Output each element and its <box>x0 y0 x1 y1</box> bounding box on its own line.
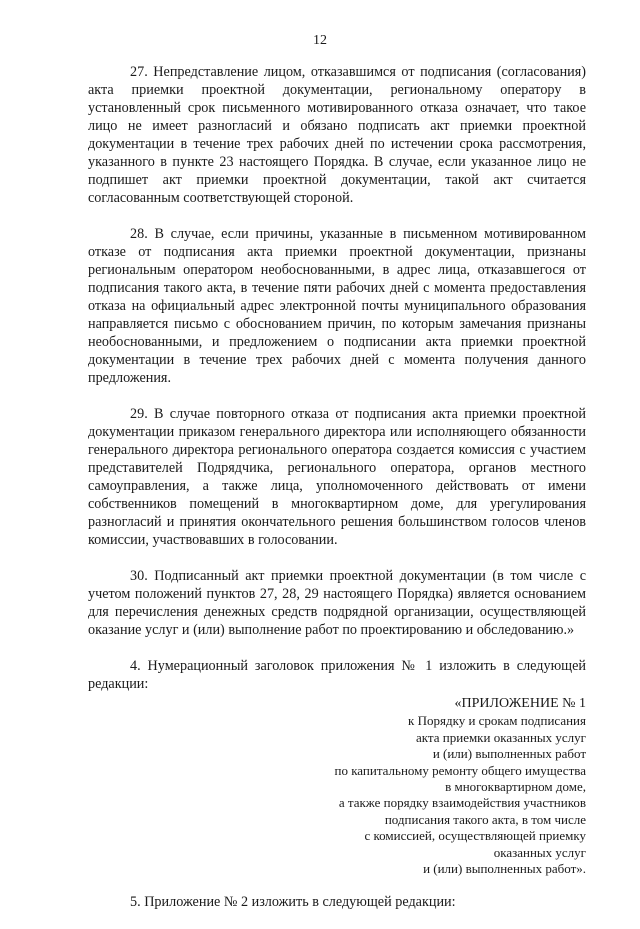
appendix-line: и (или) выполненных работ <box>432 746 586 762</box>
paragraph-item-4: 4. Нумерационный заголовок приложения № 1 изложить в следующей редакции: <box>88 658 586 692</box>
appendix-line: подписания такого акта, в том числе <box>384 811 586 827</box>
paragraph-30: 30. Подписанный акт приемки проектной документации (в том числе с учетом положений пунктов 27, 28, 29 настоящего Порядка) является основанием для перечисления денежных средств подрядной организации, осуществляющей оказание услуг и (или) выполнение работ по проектированию и обследованию.» <box>88 568 586 638</box>
paragraph-27: 27. Непредставление лицом, отказавшимся от подписания (согласования) акта приемки проектной документации, региональному оператору в установленный срок письменного мотивированного отказа означает, что такое лицо не имеет разногласий и обязано подписать акт приемки проектной документации в течение трех рабочих дней по истечении срока рассмотрения, указанного в пункте 23 настоящего Порядка. В случае, если указанное лицо не подпишет акт приемки проектной документации, такой акт считается согласованным соответствующей стороной. <box>88 64 586 206</box>
appendix-line: к Порядку и срокам подписания <box>408 713 586 729</box>
paragraph-item-5: 5. Приложение № 2 изложить в следующей редакции: <box>130 894 456 911</box>
appendix-header-block <box>88 696 586 877</box>
page-number: 12 <box>313 33 327 48</box>
appendix-line: и (или) выполненных работ». <box>423 861 586 877</box>
appendix-line: с комиссией, осуществляющей приемку <box>364 828 586 844</box>
appendix-line: в многоквартирном доме, <box>445 779 586 795</box>
paragraph-29: 29. В случае повторного отказа от подписания акта приемки проектной документации приказом генерального директора или исполняющего обязанности генерального директора регионального оператора создается комиссия с участием представителей Подрядчика, регионального оператора, органов местного самоуправления, а также лица, уполномоченного действовать от имени собственников помещений в многоквартирном доме, для урегулирования разногласий и принятия окончательного решения большинством голосов членов комиссии, участвовавших в голосовании. <box>88 406 586 548</box>
appendix-title: «ПРИЛОЖЕНИЕ № 1 <box>454 696 586 711</box>
appendix-line: по капитальному ремонту общего имущества <box>334 762 586 778</box>
document-body <box>88 63 586 929</box>
paragraph-28: 28. В случае, если причины, указанные в письменном мотивированном отказе от подписания акта приемки проектной документации, признаны региональным оператором необоснованными, в адрес лица, отказавшегося от подписания такого акта, в течение пяти рабочих дней с момента предоставления отказа на официальный адрес электронной почты муниципального образования направляется письмо с обоснованием причин, по которым замечания признаны необоснованными, и предложением о подписании акта приемки проектной документации в течение трех рабочих дней с момента получения данного предложения. <box>88 226 586 386</box>
appendix-line: акта приемки оказанных услуг <box>416 729 586 745</box>
appendix-line: оказанных услуг <box>493 844 586 860</box>
appendix-line: а также порядку взаимодействия участников <box>338 795 586 811</box>
